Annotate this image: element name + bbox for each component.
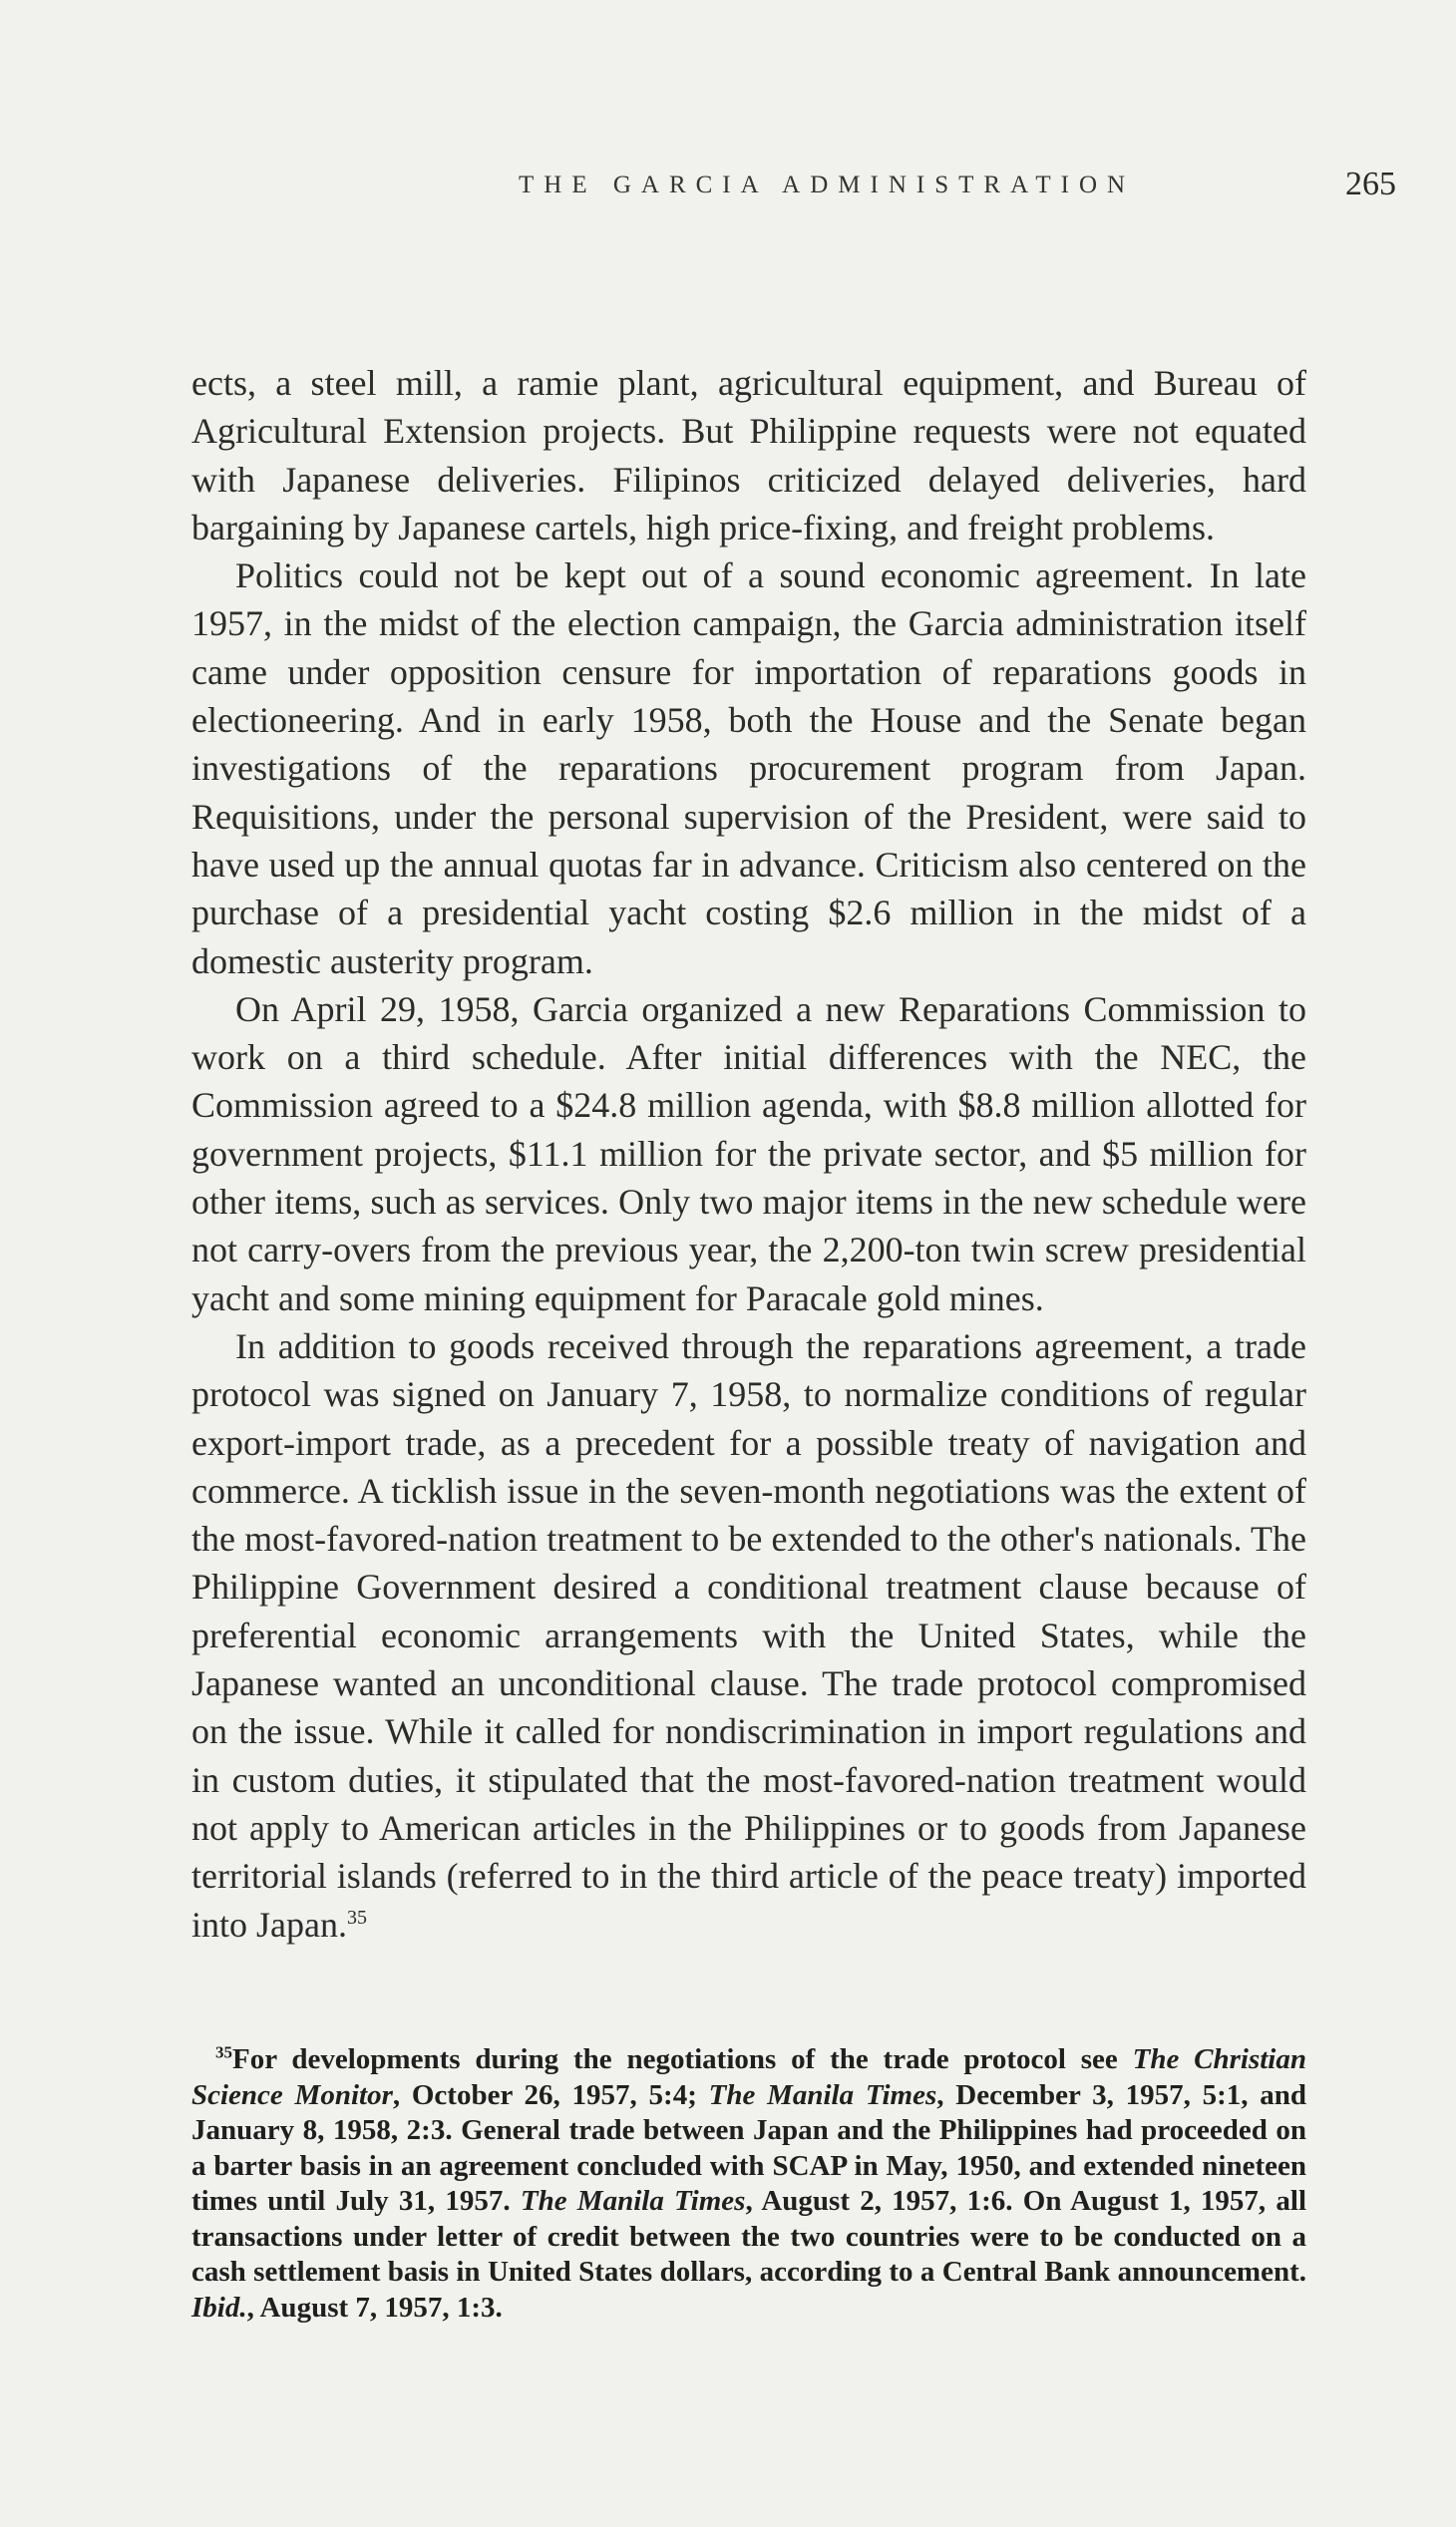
footnote-number: 35 — [215, 2042, 232, 2062]
page-number: 265 — [1345, 166, 1396, 202]
footnote-source: The Manila Times — [708, 2078, 937, 2111]
paragraph-text: On April 29, 1958, Garcia organized a new Reparations Commission to work on a third schedule. After initial differences with the NEC, the Commission agreed to a $24.8 million agenda, with $8.8 million allotted for government projects, $11.1 million for the private sector, and $5 million for other items, such as services. Only two major items in the new schedule were not carry-overs from the previous year, the 2,200-ton twin screw presidential yacht and some mining equipment for Paracale gold mines. — [191, 988, 1306, 1318]
running-head — [519, 166, 1396, 215]
paragraph-text: ects, a steel mill, a ramie plant, agricultural equipment, and Bureau of Agricultural Extension projects. But Philippine requests were not equated with Japanese deliveries. Filipinos criticized delayed deliveries, hard bargaining by Japanese cartels, high price-fixing, and freight problems. — [191, 363, 1306, 547]
paragraph — [191, 359, 1306, 551]
paragraph-text: Politics could not be kept out of a sound economic agreement. In late 1957, in the midst of the election campaign, the Garcia administration itself came under opposition censure for importation of reparations goods in electioneering. And in early 1958, both the House and the Senate began investigations of the reparations procurement program from Japan. Requisitions, under the personal supervision of the President, were said to have used up the annual quotas far in advance. Criticism also centered on the purchase of a presidential yacht costing $2.6 million in the midst of a domestic austerity program. — [191, 555, 1306, 981]
paragraph — [191, 551, 1306, 985]
running-title: THE GARCIA ADMINISTRATION — [519, 172, 1136, 198]
paragraph — [191, 985, 1306, 1322]
paragraph-text: In addition to goods received through the reparations agreement, a trade protocol was signed on January 7, 1958, to normalize conditions of regular export-import trade, as a precedent for a possible treaty of navigation and commerce. A ticklish issue in the seven-month negotiations was the extent of the most-favored-nation treatment to be extended to the other's nationals. The Philippine Government desired a conditional treatment clause because of preferential economic arrangements with the United States, while the Japanese wanted an unconditional clause. The trade protocol compromised on the issue. While it called for nondiscrimination in import regulations and in custom duties, it stipulated that the most-favored-nation treatment would not apply to American articles in the Philippines or to goods from Japanese territorial islands (referred to in the third article of the peace treaty) imported into Japan. — [191, 1325, 1306, 1945]
footnote-source: Ibid. — [191, 2291, 247, 2324]
footnote-text: For developments during the negotiations of the trade protocol see — [232, 2043, 1133, 2075]
footnote — [191, 2042, 1306, 2326]
footnote-source: The Manila Times — [520, 2185, 746, 2217]
paragraph — [191, 1322, 1306, 1949]
footnote-text: , August 2, 1957, 1:6. On August 1, 1957, all transactions under letter of credit between the two countries were to be conducted on a cash settlement basis in United States dollars, according to a Central Bank announcement. — [191, 2185, 1307, 2288]
footnote-text: , August 7, 1957, 1:3. — [246, 2291, 503, 2324]
footnote-source: The Christian Science Monitor — [191, 2043, 1306, 2111]
footnote-text: , October 26, 1957, 5:4; — [392, 2078, 709, 2111]
footnote-reference[interactable]: 35 — [346, 1906, 367, 1929]
footnote-text: , December 3, 1957, 5:1, and January 8, 1958, 2:3. General trade between Japan and the Philippines had proceeded on a barter basis in an agreement concluded with SCAP in May, 1950, and extended nineteen times until July 31, 1957. — [191, 2078, 1307, 2217]
body-text — [191, 359, 1306, 1949]
footnote-block — [191, 2042, 1306, 2326]
